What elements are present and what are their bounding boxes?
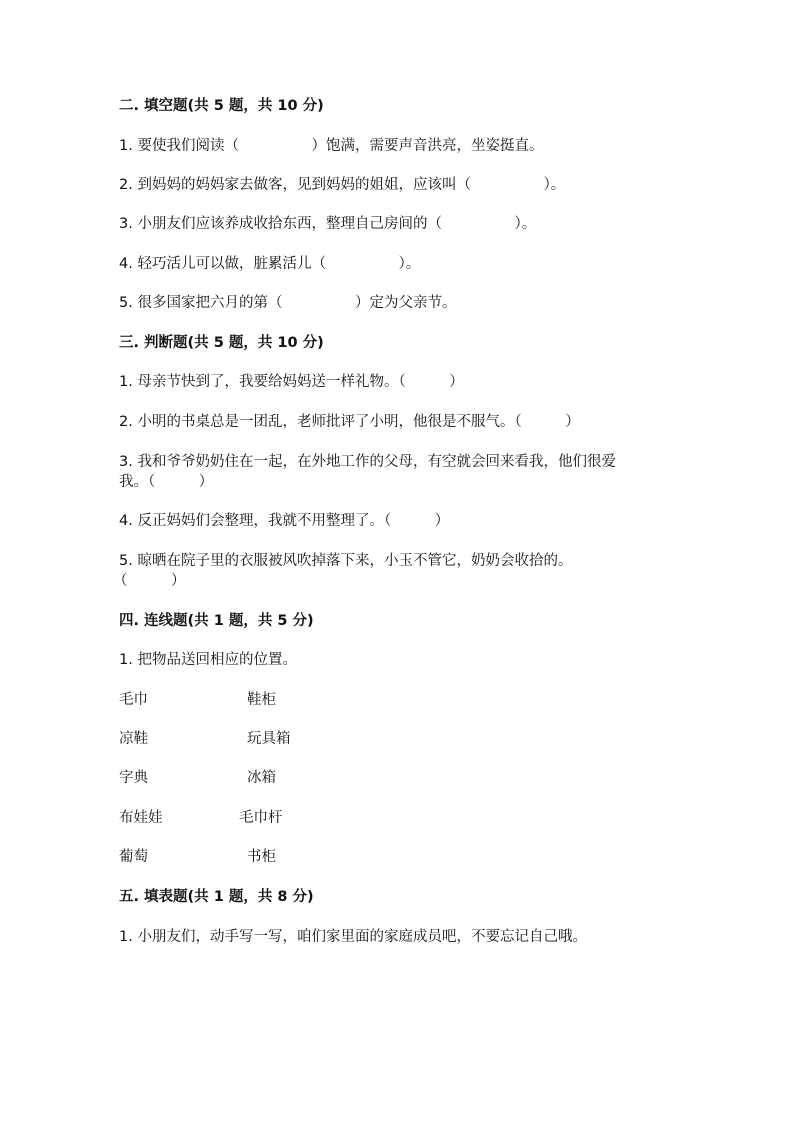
match-left-item: 凉鞋 [119,731,148,747]
match-right-item: 冰箱 [247,770,276,786]
section-heading-matching: 四. 连线题(共 1 题，共 5 分) [119,613,314,629]
match-right-item: 书柜 [247,849,276,865]
match-right-item: 毛巾杆 [239,810,283,826]
match-right-item: 玩具箱 [247,731,291,747]
question-item-continued: 我。（ ） [119,474,214,490]
question-item: 1. 要使我们阅读（ ）饱满，需要声音洪亮，坐姿挺直。 [119,138,544,154]
question-item: 3. 我和爷爷奶奶住在一起，在外地工作的父母，有空就会回来看我，他们很爱 [119,454,616,470]
match-left-item: 葡萄 [119,849,148,865]
question-item: 4. 反正妈妈们会整理，我就不用整理了。（ ） [119,513,450,529]
match-left-item: 毛巾 [119,692,148,708]
match-left-item: 布娃娃 [119,810,163,826]
question-item: 5. 很多国家把六月的第（ ）定为父亲节。 [119,295,457,311]
section-heading-true-false: 三. 判断题(共 5 题，共 10 分) [119,335,324,351]
section-heading-fill-table: 五. 填表题(共 1 题，共 8 分) [119,889,314,905]
question-item: 1. 母亲节快到了，我要给妈妈送一样礼物。（ ） [119,374,464,390]
question-item: 2. 小明的书桌总是一团乱，老师批评了小明，他很是不服气。（ ） [119,414,580,430]
match-right-item: 鞋柜 [247,692,276,708]
question-item: 2. 到妈妈的妈妈家去做客，见到妈妈的姐姐，应该叫（ ）。 [119,177,566,193]
question-item: 5. 晾晒在院子里的衣服被风吹掉落下来，小玉不管它，奶奶会收拾的。 [119,553,573,569]
section-heading-fill-blank: 二. 填空题(共 5 题，共 10 分) [119,98,324,114]
question-item: 3. 小朋友们应该养成收拾东西，整理自己房间的（ ）。 [119,216,537,232]
question-item-continued: （ ） [113,573,186,589]
question-item: 1. 把物品送回相应的位置。 [119,652,297,668]
match-left-item: 字典 [119,770,148,786]
question-item: 4. 轻巧活儿可以做，脏累活儿（ ）。 [119,256,421,272]
question-item: 1. 小朋友们，动手写一写，咱们家里面的家庭成员吧，不要忘记自己哦。 [119,929,587,945]
